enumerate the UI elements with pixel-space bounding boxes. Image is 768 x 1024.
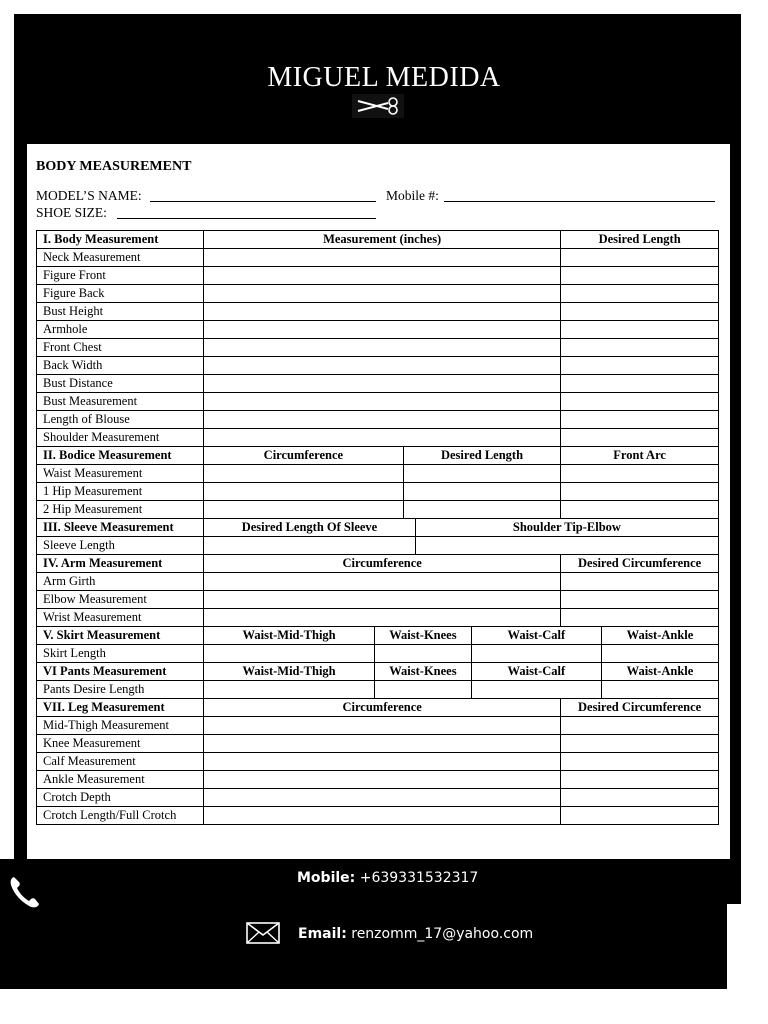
measurement-row <box>37 573 719 591</box>
section-header-row <box>37 699 719 717</box>
column-header: Waist-Ankle <box>602 627 719 645</box>
column-header: Shoulder Tip-Elbow <box>415 519 718 537</box>
section-header-row <box>37 231 719 249</box>
measurement-label: 1 Hip Measurement <box>37 483 204 501</box>
section-title: V. Skirt Measurement <box>37 627 204 645</box>
measurement-input-cell[interactable] <box>561 573 719 591</box>
measurement-row <box>37 267 719 285</box>
measurement-input-cell[interactable] <box>204 321 561 339</box>
measurement-input-cell[interactable] <box>204 483 404 501</box>
measurement-input-cell[interactable] <box>204 645 375 663</box>
measurement-input-cell[interactable] <box>561 735 719 753</box>
measurement-label: Figure Front <box>37 267 204 285</box>
measurement-input-cell[interactable] <box>204 465 404 483</box>
column-header: Circumference <box>204 447 404 465</box>
measurement-row <box>37 753 719 771</box>
measurement-label: Neck Measurement <box>37 249 204 267</box>
measurement-input-cell[interactable] <box>561 465 719 483</box>
shoe-size-label: SHOE SIZE: <box>36 205 107 220</box>
measurement-input-cell[interactable] <box>561 807 719 825</box>
measurement-row <box>37 285 719 303</box>
column-header: Waist-Knees <box>375 627 471 645</box>
measurement-input-cell[interactable] <box>204 537 416 555</box>
measurement-input-cell[interactable] <box>561 789 719 807</box>
measurement-row <box>37 357 719 375</box>
scissors-icon <box>352 94 404 118</box>
measurement-label: Ankle Measurement <box>37 771 204 789</box>
section-title: I. Body Measurement <box>37 231 204 249</box>
column-header: Circumference <box>204 555 561 573</box>
measurement-input-cell[interactable] <box>561 375 719 393</box>
column-header: Desired Circumference <box>561 555 719 573</box>
footer-email-value: renzomm_17@yahoo.com <box>351 926 534 942</box>
measurement-input-cell[interactable] <box>375 681 471 699</box>
mobile-field[interactable] <box>444 201 715 202</box>
measurement-input-cell[interactable] <box>403 501 561 519</box>
measurement-input-cell[interactable] <box>561 609 719 627</box>
measurement-input-cell[interactable] <box>403 483 561 501</box>
measurement-input-cell[interactable] <box>375 645 471 663</box>
measurement-input-cell[interactable] <box>204 789 561 807</box>
measurement-row <box>37 375 719 393</box>
footer-mobile <box>297 870 478 886</box>
measurement-input-cell[interactable] <box>204 429 561 447</box>
measurement-row <box>37 645 719 663</box>
measurement-row <box>37 249 719 267</box>
section-title: VII. Leg Measurement <box>37 699 204 717</box>
measurement-label: Skirt Length <box>37 645 204 663</box>
measurement-label: Arm Girth <box>37 573 204 591</box>
measurement-input-cell[interactable] <box>471 681 601 699</box>
column-header: Waist-Mid-Thigh <box>204 663 375 681</box>
measurement-input-cell[interactable] <box>204 609 561 627</box>
measurement-input-cell[interactable] <box>204 249 561 267</box>
measurement-input-cell[interactable] <box>204 753 561 771</box>
measurement-label: Figure Back <box>37 285 204 303</box>
column-header: Desired Circumference <box>561 699 719 717</box>
measurement-label: Pants Desire Length <box>37 681 204 699</box>
measurement-input-cell[interactable] <box>561 591 719 609</box>
column-header: Waist-Ankle <box>602 663 719 681</box>
measurement-label: Mid-Thigh Measurement <box>37 717 204 735</box>
measurement-input-cell[interactable] <box>602 645 719 663</box>
measurement-label: Bust Distance <box>37 375 204 393</box>
footer-mobile-value: +639331532317 <box>359 870 479 886</box>
column-header: Waist-Calf <box>471 627 601 645</box>
footer-mobile-label: Mobile: <box>297 870 356 886</box>
section-title: III. Sleeve Measurement <box>37 519 204 537</box>
section-header-row <box>37 519 719 537</box>
measurement-row <box>37 807 719 825</box>
measurement-row <box>37 501 719 519</box>
measurement-input-cell[interactable] <box>561 501 719 519</box>
measurement-row <box>37 411 719 429</box>
measurement-input-cell[interactable] <box>471 645 601 663</box>
measurement-input-cell[interactable] <box>204 393 561 411</box>
section-title: II. Bodice Measurement <box>37 447 204 465</box>
phone-icon <box>8 874 42 910</box>
measurement-input-cell[interactable] <box>561 303 719 321</box>
measurement-row <box>37 735 719 753</box>
section-title: IV. Arm Measurement <box>37 555 204 573</box>
measurement-label: Bust Height <box>37 303 204 321</box>
measurement-label: 2 Hip Measurement <box>37 501 204 519</box>
measurement-input-cell[interactable] <box>561 321 719 339</box>
model-name-field[interactable] <box>150 201 376 202</box>
measurement-input-cell[interactable] <box>561 267 719 285</box>
measurement-input-cell[interactable] <box>561 429 719 447</box>
measurement-input-cell[interactable] <box>602 681 719 699</box>
column-header: Measurement (inches) <box>204 231 561 249</box>
measurement-input-cell[interactable] <box>561 771 719 789</box>
measurement-input-cell[interactable] <box>204 303 561 321</box>
measurement-input-cell[interactable] <box>561 249 719 267</box>
brand-title: MIGUEL MEDIDA <box>267 62 501 93</box>
measurement-label: Crotch Length/Full Crotch <box>37 807 204 825</box>
measurement-row <box>37 717 719 735</box>
section-header-row <box>37 627 719 645</box>
measurement-label: Waist Measurement <box>37 465 204 483</box>
footer-email <box>298 926 533 942</box>
measurement-label: Crotch Depth <box>37 789 204 807</box>
measurement-label: Calf Measurement <box>37 753 204 771</box>
measurement-row <box>37 789 719 807</box>
measurement-input-cell[interactable] <box>204 285 561 303</box>
measurement-input-cell[interactable] <box>415 537 718 555</box>
form-heading: BODY MEASUREMENT <box>36 159 192 174</box>
section-header-row <box>37 555 719 573</box>
measurement-input-cell[interactable] <box>204 267 561 285</box>
measurement-row <box>37 537 719 555</box>
column-header: Circumference <box>204 699 561 717</box>
column-header: Waist-Knees <box>375 663 471 681</box>
measurement-label: Back Width <box>37 357 204 375</box>
column-header: Desired Length <box>403 447 561 465</box>
measurement-input-cell[interactable] <box>204 591 561 609</box>
measurement-input-cell[interactable] <box>561 393 719 411</box>
measurement-input-cell[interactable] <box>204 573 561 591</box>
measurement-label: Sleeve Length <box>37 537 204 555</box>
measurement-input-cell[interactable] <box>561 339 719 357</box>
measurement-input-cell[interactable] <box>561 753 719 771</box>
measurement-input-cell[interactable] <box>204 501 404 519</box>
measurement-input-cell[interactable] <box>204 681 375 699</box>
column-header: Desired Length Of Sleeve <box>204 519 416 537</box>
measurement-label: Wrist Measurement <box>37 609 204 627</box>
measurement-label: Armhole <box>37 321 204 339</box>
measurement-row <box>37 591 719 609</box>
measurement-row <box>37 681 719 699</box>
measurement-row <box>37 393 719 411</box>
measurement-input-cell[interactable] <box>204 375 561 393</box>
column-header: Desired Length <box>561 231 719 249</box>
column-header: Waist-Calf <box>471 663 601 681</box>
measurement-input-cell[interactable] <box>204 735 561 753</box>
measurement-input-cell[interactable] <box>204 717 561 735</box>
measurement-input-cell[interactable] <box>204 357 561 375</box>
model-name-label: MODEL’S NAME: <box>36 188 142 203</box>
mobile-label: Mobile #: <box>386 188 439 203</box>
measurement-label: Shoulder Measurement <box>37 429 204 447</box>
measurement-row <box>37 321 719 339</box>
measurement-row <box>37 429 719 447</box>
footer-email-label: Email: <box>298 926 347 942</box>
measurement-input-cell[interactable] <box>561 357 719 375</box>
measurement-input-cell[interactable] <box>561 717 719 735</box>
measurement-row <box>37 771 719 789</box>
measurement-label: Length of Blouse <box>37 411 204 429</box>
section-header-row <box>37 663 719 681</box>
measurement-input-cell[interactable] <box>561 411 719 429</box>
measurement-row <box>37 339 719 357</box>
shoe-size-field[interactable] <box>117 218 376 219</box>
measurement-row <box>37 303 719 321</box>
measurement-input-cell[interactable] <box>403 465 561 483</box>
measurement-label: Knee Measurement <box>37 735 204 753</box>
measurement-input-cell[interactable] <box>204 771 561 789</box>
measurement-row <box>37 483 719 501</box>
measurement-row <box>37 465 719 483</box>
measurement-label: Bust Measurement <box>37 393 204 411</box>
measurement-label: Elbow Measurement <box>37 591 204 609</box>
measurement-input-cell[interactable] <box>204 411 561 429</box>
measurement-input-cell[interactable] <box>561 483 719 501</box>
measurement-input-cell[interactable] <box>204 807 561 825</box>
measurement-input-cell[interactable] <box>561 285 719 303</box>
envelope-icon <box>246 922 280 944</box>
section-header-row <box>37 447 719 465</box>
section-title: VI Pants Measurement <box>37 663 204 681</box>
measurement-label: Front Chest <box>37 339 204 357</box>
column-header: Front Arc <box>561 447 719 465</box>
measurement-input-cell[interactable] <box>204 339 561 357</box>
measurement-table <box>36 230 719 825</box>
measurement-row <box>37 609 719 627</box>
column-header: Waist-Mid-Thigh <box>204 627 375 645</box>
